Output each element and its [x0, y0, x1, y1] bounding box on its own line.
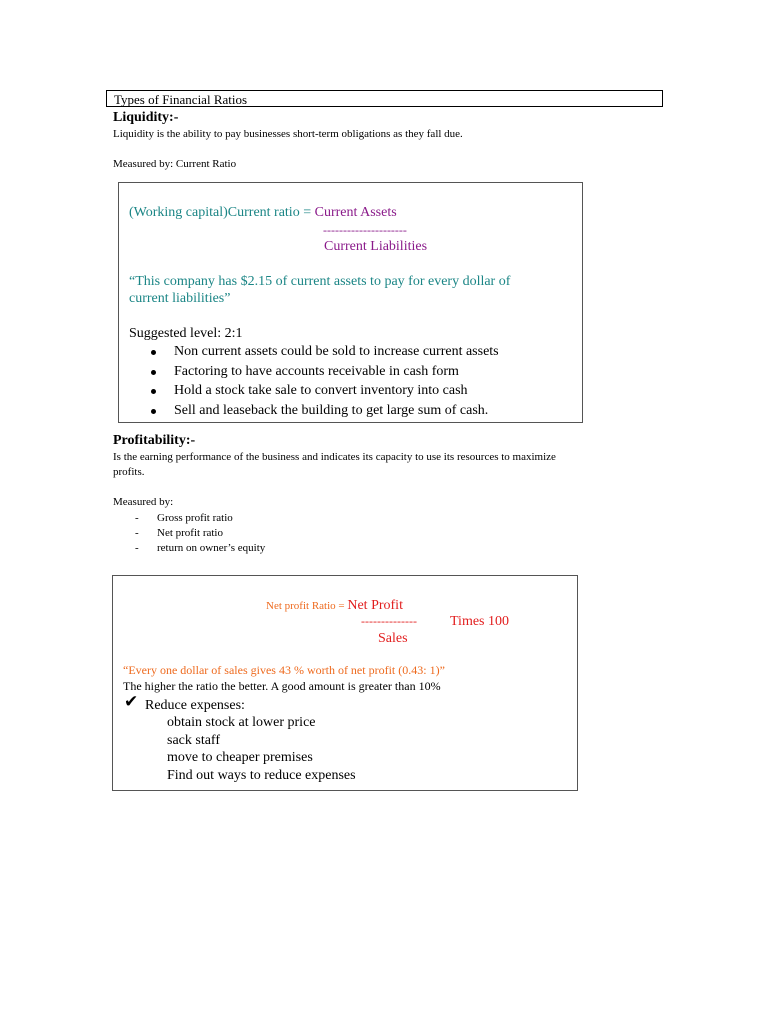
suggested-level: Suggested level: 2:1 — [129, 326, 243, 341]
profitability-measured: Measured by: — [113, 496, 174, 508]
dash-marker: - — [135, 542, 139, 554]
times-100: Times 100 — [450, 614, 510, 629]
net-profit-divider: -------------- — [361, 614, 417, 628]
net-profit-numerator: Net Profit — [347, 598, 403, 613]
dash-marker: - — [135, 512, 139, 524]
profitability-heading: Profitability:- — [113, 433, 196, 448]
profitability-definition-line1: Is the earning performance of the business and indicates its capacity to use its resources to maximize — [113, 451, 556, 463]
dash-marker: - — [135, 527, 139, 539]
page-title: Types of Financial Ratios — [106, 90, 663, 107]
current-assets-numerator: Current Assets — [314, 205, 397, 220]
liquidity-definition: Liquidity is the ability to pay businesses short-term obligations as they fall due. — [113, 128, 463, 140]
current-ratio-label: (Working capital)Current ratio = — [129, 205, 315, 220]
liquidity-bullet-item: Hold a stock take sale to convert inventory into cash — [174, 383, 468, 398]
measure-item: Gross profit ratio — [157, 512, 233, 524]
net-profit-label: Net profit Ratio = — [266, 600, 348, 612]
liquidity-bullet-item: Factoring to have accounts receivable in cash form — [174, 364, 459, 379]
liquidity-quote-line1: “This company has $2.15 of current assets to pay for every dollar of — [129, 274, 511, 289]
bullet-icon — [151, 350, 156, 355]
bullet-icon — [151, 370, 156, 375]
current-liabilities-denominator: Current Liabilities — [324, 239, 428, 254]
measure-item: return on owner’s equity — [157, 542, 266, 554]
liquidity-bullet-item: Non current assets could be sold to increase current assets — [174, 344, 499, 359]
reduce-expenses-item: Find out ways to reduce expenses — [167, 768, 356, 783]
reduce-expenses-item: sack staff — [167, 733, 220, 748]
net-profit-quote: “Every one dollar of sales gives 43 % worth of net profit (0.43: 1)” — [123, 663, 445, 677]
liquidity-measured: Measured by: Current Ratio — [113, 158, 237, 170]
bullet-icon — [151, 409, 156, 414]
current-ratio-divider: --------------------- — [323, 223, 407, 237]
current-ratio-formula — [129, 205, 397, 221]
current-ratio-box — [118, 182, 583, 423]
liquidity-bullet-item: Sell and leaseback the building to get large sum of cash. — [174, 403, 489, 418]
liquidity-heading: Liquidity:- — [113, 110, 179, 125]
reduce-expenses-item: obtain stock at lower price — [167, 715, 316, 730]
reduce-expenses-item: move to cheaper premises — [167, 750, 313, 765]
net-profit-box — [112, 575, 578, 791]
reduce-expenses-label: Reduce expenses: — [145, 698, 245, 713]
bullet-icon — [151, 389, 156, 394]
sales-denominator: Sales — [378, 631, 408, 646]
net-profit-formula — [266, 596, 403, 614]
measure-item: Net profit ratio — [157, 527, 223, 539]
liquidity-quote-line2: current liabilities” — [129, 291, 231, 306]
checkmark-icon: ✔ — [124, 692, 139, 712]
higher-ratio-note: The higher the ratio the better. A good amount is greater than 10% — [123, 679, 441, 693]
profitability-definition-line2: profits. — [113, 466, 145, 478]
